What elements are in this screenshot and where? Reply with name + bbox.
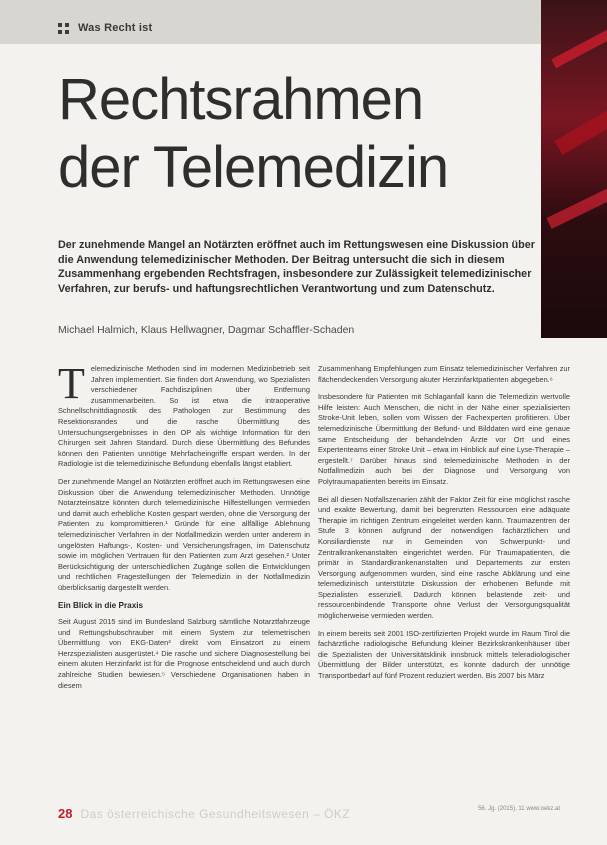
title-line-1: Rechtsrahmen — [58, 67, 424, 132]
paragraph: Der zunehmende Mangel an Notärzten eröffnet auch im Rettungswesen eine Diskussion über die Anwendung telemedizinischer Methoden. Unnötige Notarzteinsätze könnten durch telemedizinische Hilfestellungen vermieden und damit auch erhebliche Kosten gespart werden, ohne die Versorgung der Patienten zu kompromittieren.¹ Gründe für eine allfällige Ablehnung telemedizinischer Verfahren in der Notfallmedizin werden unter anderem in ungelösten Haftungs-, Kosten- und Versicherungsfragen, im Datenschutz sowie im möglichen Vertrauen für den Patienten zum Arzt gesehen.² Unter Berücksichtigung der unterschiedlichen Zugänge sollen die Entwicklungen und rechtlichen Fragestellungen der Telemedizin in der Notfallmedizin überblicksartig dargestellt werden. — [58, 476, 310, 592]
article-title — [58, 66, 538, 202]
page-footer — [58, 806, 598, 826]
ambulance-photo — [541, 0, 607, 338]
dropcap: T — [58, 359, 85, 408]
subheading: Ein Blick in die Praxis — [58, 601, 144, 611]
issue-info: 56. Jg. (2015), 11 www.oekz.at — [478, 806, 560, 812]
section-header — [58, 22, 152, 34]
authors: Michael Halmich, Klaus Hellwagner, Dagmar Schaffler-Schaden — [58, 324, 355, 336]
paragraph: Insbesondere für Patienten mit Schlaganfall kann die Telemedizin wertvolle Hilfe leisten: Auch Menschen, die nicht in der Nähe einer spezialisierten Stroke-Unit leben, sollen vom Wissen der Fachexperten profitieren. Über telemedizinische Übermittlung der Befund- und Bilddaten wird eine genaue same Entscheidung der behandelnden Ärzte vor Ort und eines Expertenteams einer Stroke Unit – etwa im Hinblick auf eine Lyse-Therapie – ergestellt.⁷ Darüber hinaus sind telemedizinische Methoden in der Notfallmedizin auch bei der Diagnose und Versorgung von Polytraumapatienten bereits im Einsatz. — [318, 392, 570, 486]
paragraph-intro — [58, 359, 310, 470]
section-dots-icon — [58, 23, 69, 34]
paragraph: Zusammenhang Empfehlungen zum Einsatz telemedizinischer Verfahren zur flächendeckenden Versorgung akuter Herzinfarktpatienten abgegeben.⁶ — [318, 364, 570, 384]
page-number: 28 — [58, 806, 73, 821]
lead-paragraph: Der zunehmende Mangel an Notärzten eröffnet auch im Rettungswesen eine Diskussion über die Anwendung telemedizinischer Methoden. Der Beitrag untersucht die sich in diesem Zusammenhang ergebenden Rechtsfragen, insbesondere zur Zulässigkeit telemedizinischer Verfahren, zur berufs- und haftungsrechtlichen Verantwortung und zum Datenschutz. — [58, 239, 535, 295]
paragraph: Bei all diesen Notfallszenarien zählt der Faktor Zeit für eine möglichst rasche und exakte Bewertung, damit bei begrenzten Ressourcen eine adäquate Therapie im richtigen Zentrum eingeleitet werden kann. Traumazentren der Stufe 3 können aufgrund der notwendigen fachärztlichen und Konsiliardienste nur in Gemeinden von Schwerpunkt- und Zentralkrankenanstalten eingerichtet werden. Für Traumapatienten, die primär in Standardkrankenanstalten und Departements zur ersten Versorgung aufgenommen wurden, sind eine rasche Abklärung und eine telemedizinisch unterstützte Diskussion der erhobenen Befunde mit Spezialisten essenziell. Dadurch können belastende zeit- und ressourcenbindende Transporte ohne Verlust der Versorgungsqualität möglicherweise vermieden werden. — [318, 494, 570, 621]
paragraph: Seit August 2015 sind im Bundesland Salzburg sämtliche Notarztfahrzeuge und Rettungshubschrauber mit einem System zur telemetrischen Übermittlung von EKG-Daten³ direkt vom Einsatzort zu einem Herzspezialisten ausgerüstet.⁴ Die rasche und sichere Diagnosestellung bei einem akuten Herzinfarkt ist für die Prognose entscheidend und auch durch zahlreiche Studien bewiesen.⁵ Verschiedene Organisationen haben in diesem — [58, 617, 310, 690]
paragraph: In einem bereits seit 2001 ISO-zertifizierten Projekt wurde im Raum Tirol die fachärztliche radiologische Befundung kleiner Bezirkskrankenhäuser über die Spezialisten der Universitätsklinik innsbruck mittels teleradiologischer Übermittlung der Bilder unterstützt, es konnte dadurch der unnötige Transportbedarf auf fünf Prozent reduziert werden. Bis 2007 bis März — [318, 628, 570, 681]
section-label: Was Recht ist — [78, 22, 153, 34]
journal-name: Das österreichische Gesundheitswesen – ÖKZ — [80, 807, 351, 821]
title-line-2: der Telemedizin — [58, 135, 449, 200]
paragraph-text: elemedizinische Methoden sind im modernen Medizinbetrieb seit Jahren implementiert. Sie finden dort Anwendung, wo Spezialisten verschiedener Fachdisziplinen über Entfernung zusammenarbeiten. So ist etwa die intraoperative Schnellschnittdiagnostik des Pathologen zur Bestimmung des Resektionsrandes und die rasche Übermittlung des Untersuchungsergebnisses in den OP als wichtige Information für den Chirurgen seit Jahren Standard. Durch diese Übermittlung des Befundes können den Patienten unnötige Mehrfacheingriffe erspart werden. In der Radiologie ist die telemedizinische Befundung ebenfalls längst etabliert. — [58, 364, 310, 469]
body-column-left — [58, 359, 310, 698]
body-column-right — [318, 364, 570, 689]
